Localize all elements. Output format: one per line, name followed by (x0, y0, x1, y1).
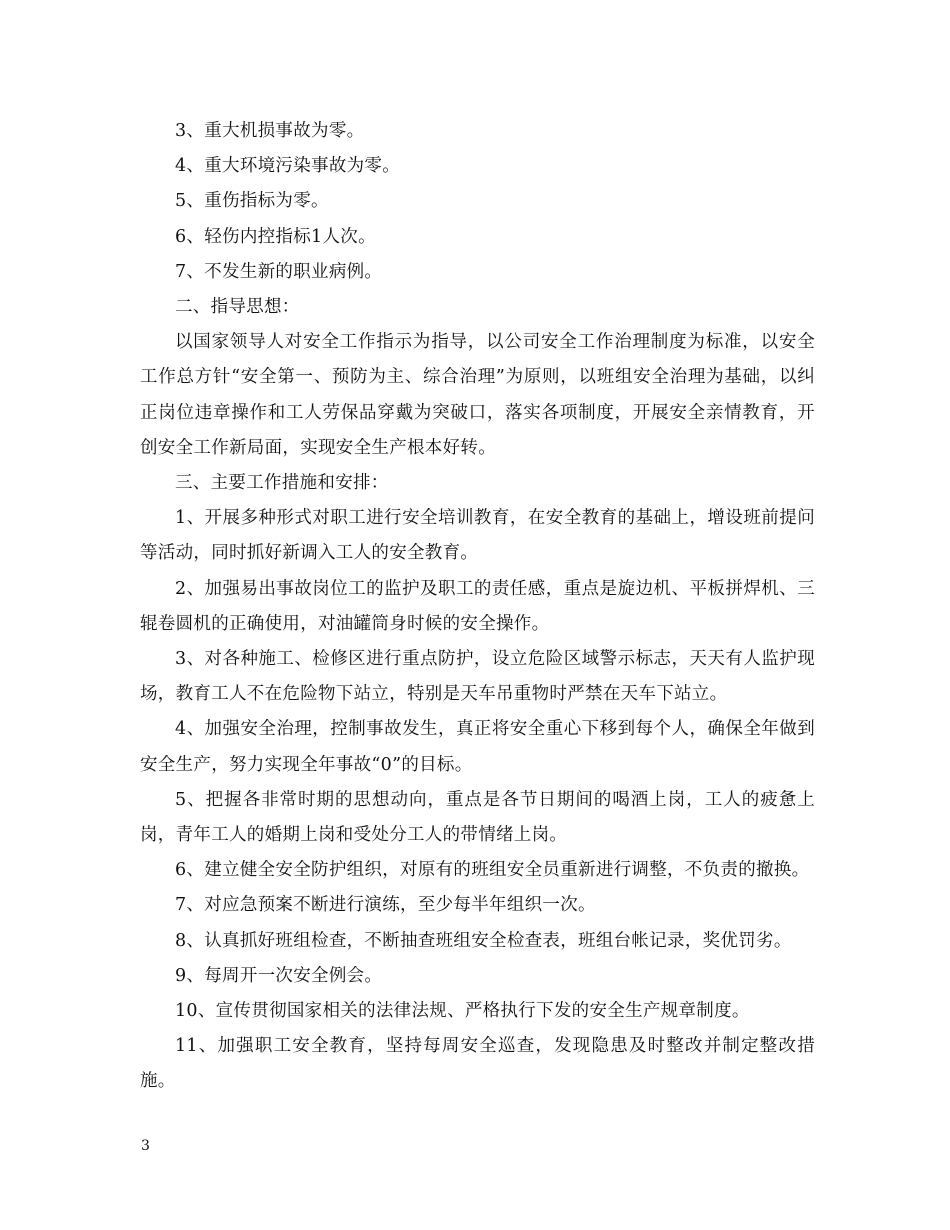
paragraph: 1、开展多种形式对职工进行安全培训教育，在安全教育的基础上，增设班前提问等活动，同时抓好新调入工人的安全教育。 (140, 508, 815, 564)
page-number: 3 (141, 1138, 150, 1154)
section-heading-main-measures: 三、主要工作措施和安排： (175, 473, 389, 494)
document-body (140, 114, 815, 1100)
paragraph: 8、认真抓好班组检查，不断抽查班组安全检查表，班组台帐记录，奖优罚劣。 (175, 930, 792, 951)
paragraph: 11、加强职工安全教育，坚持每周安全巡查，发现隐患及时整改并制定整改措施。 (140, 1036, 815, 1092)
paragraph: 4、重大环境污染事故为零。 (175, 156, 401, 177)
paragraph: 2、加强易出事故岗位工的监护及职工的责任感，重点是旋边机、平板拼焊机、三辊卷圆机的正确使用，对油罐筒身时候的安全操作。 (140, 578, 815, 634)
paragraph: 6、轻伤内控指标1人次。 (175, 226, 376, 247)
paragraph: 3、重大机损事故为零。 (175, 121, 365, 141)
paragraph: 7、对应急预案不断进行演练，至少每半年组织一次。 (175, 895, 596, 916)
paragraph: 3、对各种施工、检修区进行重点防护，设立危险区域警示标志，天天有人监护现场，教育工人不在危险物下站立，特别是天车吊重物时严禁在天车下站立。 (140, 649, 815, 705)
paragraph: 6、建立健全安全防护组织，对原有的班组安全员重新进行调整，不负责的撤换。 (175, 860, 810, 881)
paragraph: 5、重伤指标为零。 (175, 191, 329, 212)
paragraph: 7、不发生新的职业病例。 (175, 261, 383, 282)
paragraph: 10、宣传贯彻国家相关的法律法规、严格执行下发的安全生产规章制度。 (175, 1001, 750, 1022)
paragraph: 以国家领导人对安全工作指示为指导，以公司安全工作治理制度为标准，以安全工作总方针“安全第一、预防为主、综合治理”为原则，以班组安全治理为基础，以纠正岗位违章操作和工人劳保品穿戴为突破口，落实各项制度，开展安全亲情教育，开创安全工作新局面，实现安全生产根本好转。 (140, 332, 815, 458)
paragraph: 9、每周开一次安全例会。 (175, 965, 383, 986)
paragraph: 5、把握各非常时期的思想动向，重点是各节日期间的喝酒上岗，工人的疲惫上岗，青年工人的婚期上岗和受处分工人的带情绪上岗。 (140, 789, 815, 846)
section-heading-guiding-ideology: 二、指导思想： (175, 297, 300, 318)
paragraph: 4、加强安全治理，控制事故发生，真正将安全重心下移到每个人，确保全年做到安全生产，努力实现全年事故“0”的目标。 (140, 719, 815, 775)
